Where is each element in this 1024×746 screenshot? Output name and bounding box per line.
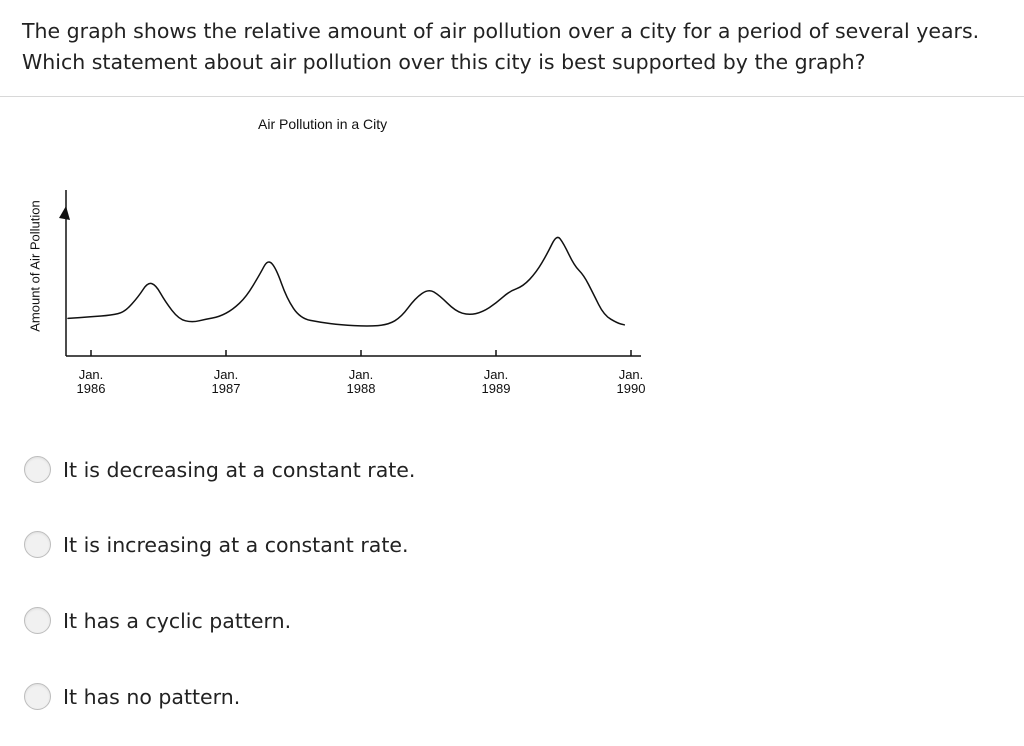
x-tick-month: Jan. [213,367,239,382]
question-line-2: Which statement about air pollution over this city is best supported by the graph? [22,50,866,74]
chart-figure [0,100,700,420]
x-tick-year: 1990 [616,381,646,396]
pollution-series-line [68,237,624,326]
y-axis-arrow [59,206,70,220]
x-tick-year: 1989 [481,381,511,396]
x-tick-label [196,368,256,396]
choice-cyclic[interactable] [24,607,291,634]
question-line-1: The graph shows the relative amount of air pollution over a city for a period of several years. [22,19,980,43]
x-tick-month: Jan. [348,367,374,382]
radio-button[interactable] [24,531,51,558]
x-tick-label [331,368,391,396]
x-tick-year: 1987 [211,381,241,396]
choice-no-pattern[interactable] [24,683,240,710]
radio-button[interactable] [24,683,51,710]
divider [0,96,1024,97]
x-tick-label [61,368,121,396]
choice-label: It has no pattern. [63,684,241,709]
x-tick-month: Jan. [618,367,644,382]
radio-button[interactable] [24,456,51,483]
chart-title: Air Pollution in a City [258,116,388,132]
choice-label: It has a cyclic pattern. [63,608,292,633]
x-tick-label [601,368,661,396]
radio-button[interactable] [24,607,51,634]
x-tick-month: Jan. [483,367,509,382]
chart-y-axis-label: Amount of Air Pollution [27,200,43,332]
choice-label: It is decreasing at a constant rate. [63,457,416,482]
x-tick-year: 1988 [346,381,376,396]
choice-decreasing[interactable] [24,456,415,483]
choice-increasing[interactable] [24,531,409,558]
choice-label: It is increasing at a constant rate. [63,532,409,557]
x-tick-year: 1986 [76,381,106,396]
question-text [22,16,1012,78]
x-tick-month: Jan. [78,367,104,382]
x-tick-label [466,368,526,396]
